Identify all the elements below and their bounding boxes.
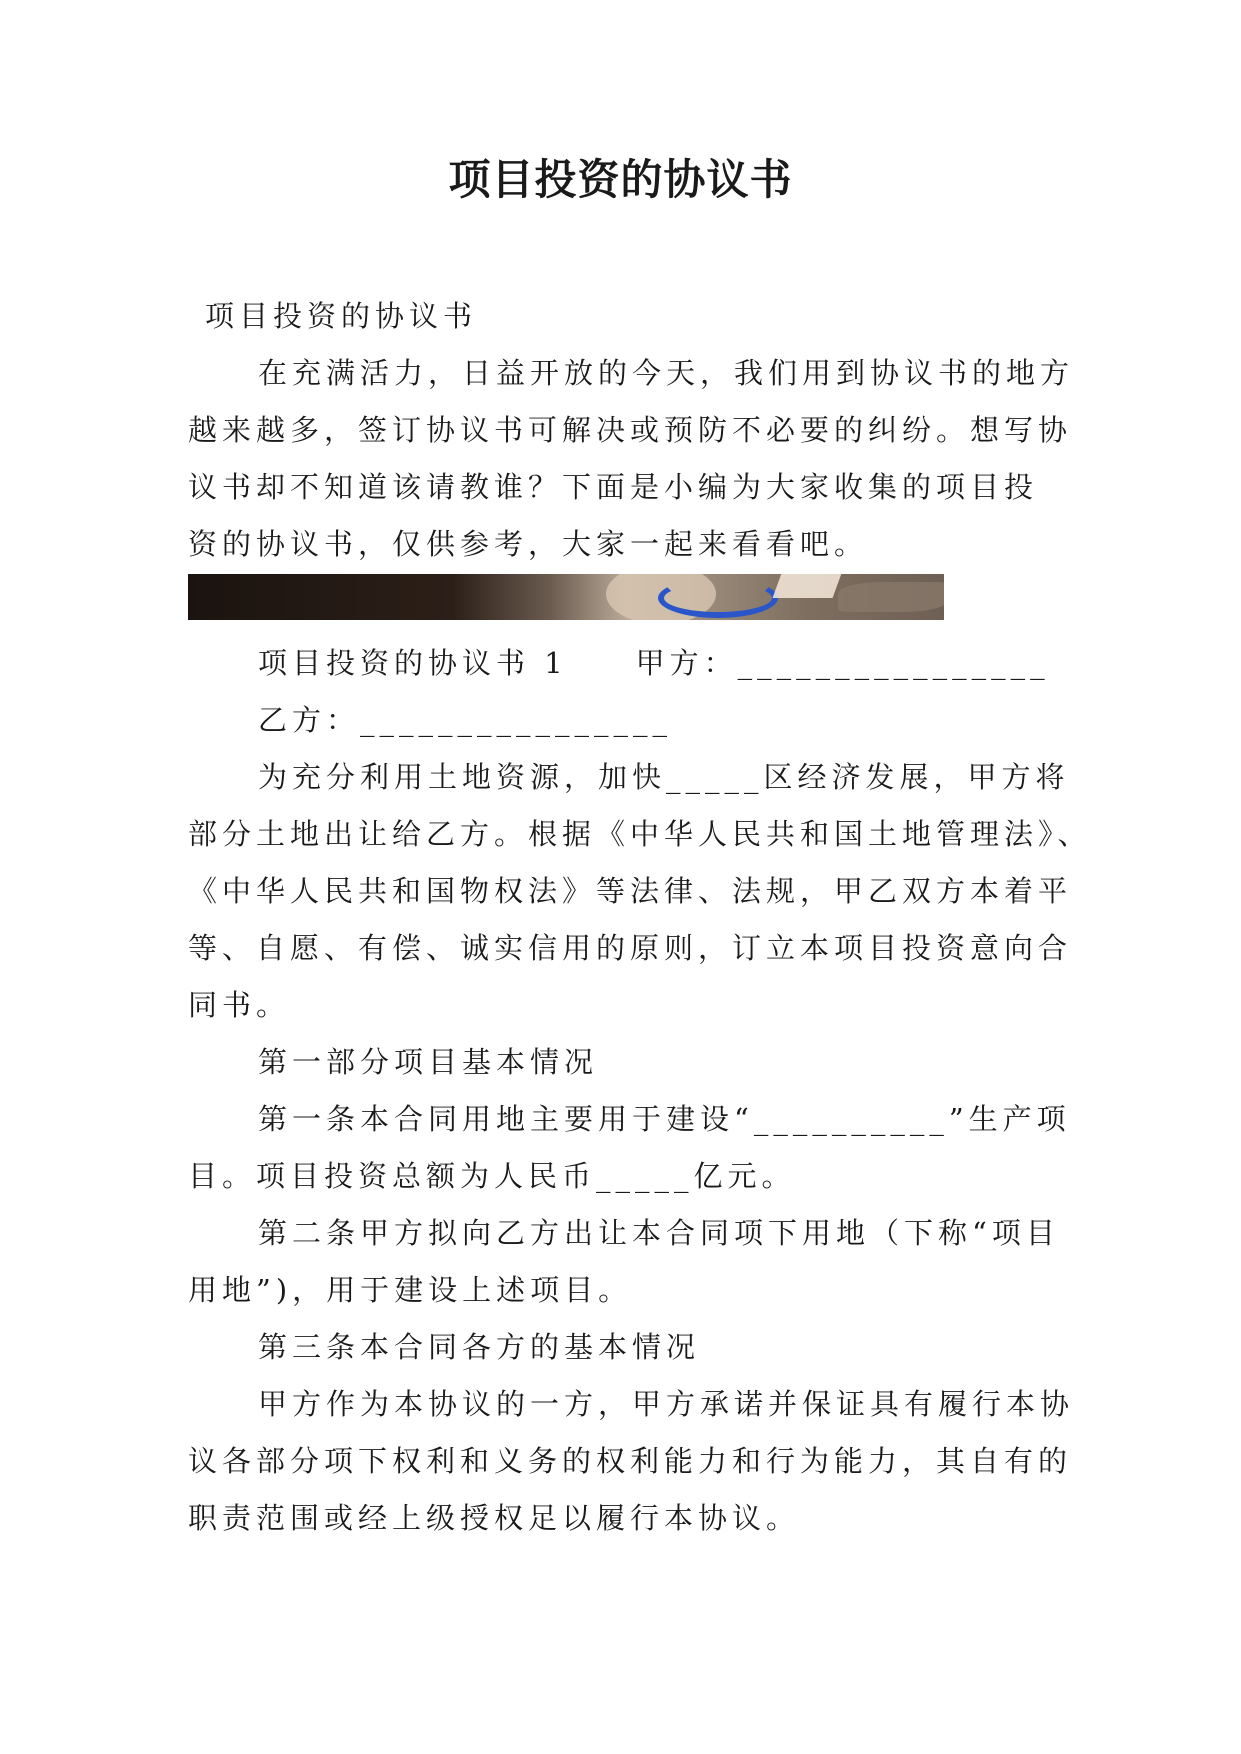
preamble-line-4: 等、自愿、有偿、诚实信用的原则，订立本项目投资意向合 (188, 931, 1073, 965)
preamble-line-5: 同书。 (188, 988, 291, 1022)
intro-line-3: 议书却不知道该请教谁？下面是小编为大家收集的项目投 (188, 470, 1039, 504)
article-1-line-2: 目。项目投资总额为人民币_____亿元。 (188, 1159, 796, 1193)
intro-line-2: 越来越多，签订协议书可解决或预防不必要的纠纷。想写协 (188, 413, 1073, 447)
article-3-heading: 第三条本合同各方的基本情况 (258, 1330, 701, 1364)
article-1-line-1: 第一条本合同用地主要用于建设“__________”生产项 (258, 1102, 1071, 1136)
document-title: 项目投资的协议书 (448, 155, 793, 204)
document-subtitle: 项目投资的协议书 (205, 299, 478, 333)
agreement-heading-party-a: 项目投资的协议书 1 甲方：________________ (258, 646, 1050, 680)
preamble-line-1: 为充分利用土地资源，加快_____区经济发展，甲方将 (258, 760, 1070, 794)
section-heading-part-1: 第一部分项目基本情况 (258, 1045, 599, 1079)
intro-line-4: 资的协议书，仅供参考，大家一起来看看吧。 (188, 527, 869, 561)
party-b-line: 乙方：________________ (258, 703, 673, 737)
banner-image (188, 574, 944, 620)
party-a-clause-line-3: 职责范围或经上级授权足以履行本协议。 (188, 1501, 801, 1535)
intro-line-1: 在充满活力，日益开放的今天，我们用到协议书的地方 (258, 356, 1075, 390)
preamble-line-2: 部分土地出让给乙方。根据《中华人民共和国土地管理法》、 (188, 817, 1092, 851)
article-2-line-1: 第二条甲方拟向乙方出让本合同项下用地（下称“项目 (258, 1216, 1060, 1250)
party-a-clause-line-1: 甲方作为本协议的一方，甲方承诺并保证具有履行本协 (258, 1387, 1075, 1421)
article-2-line-2: 用地”)，用于建设上述项目。 (188, 1273, 633, 1307)
party-a-clause-line-2: 议各部分项下权利和义务的权利能力和行为能力，其自有的 (188, 1444, 1073, 1478)
preamble-line-3: 《中华人民共和国物权法》等法律、法规，甲乙双方本着平 (188, 874, 1073, 908)
